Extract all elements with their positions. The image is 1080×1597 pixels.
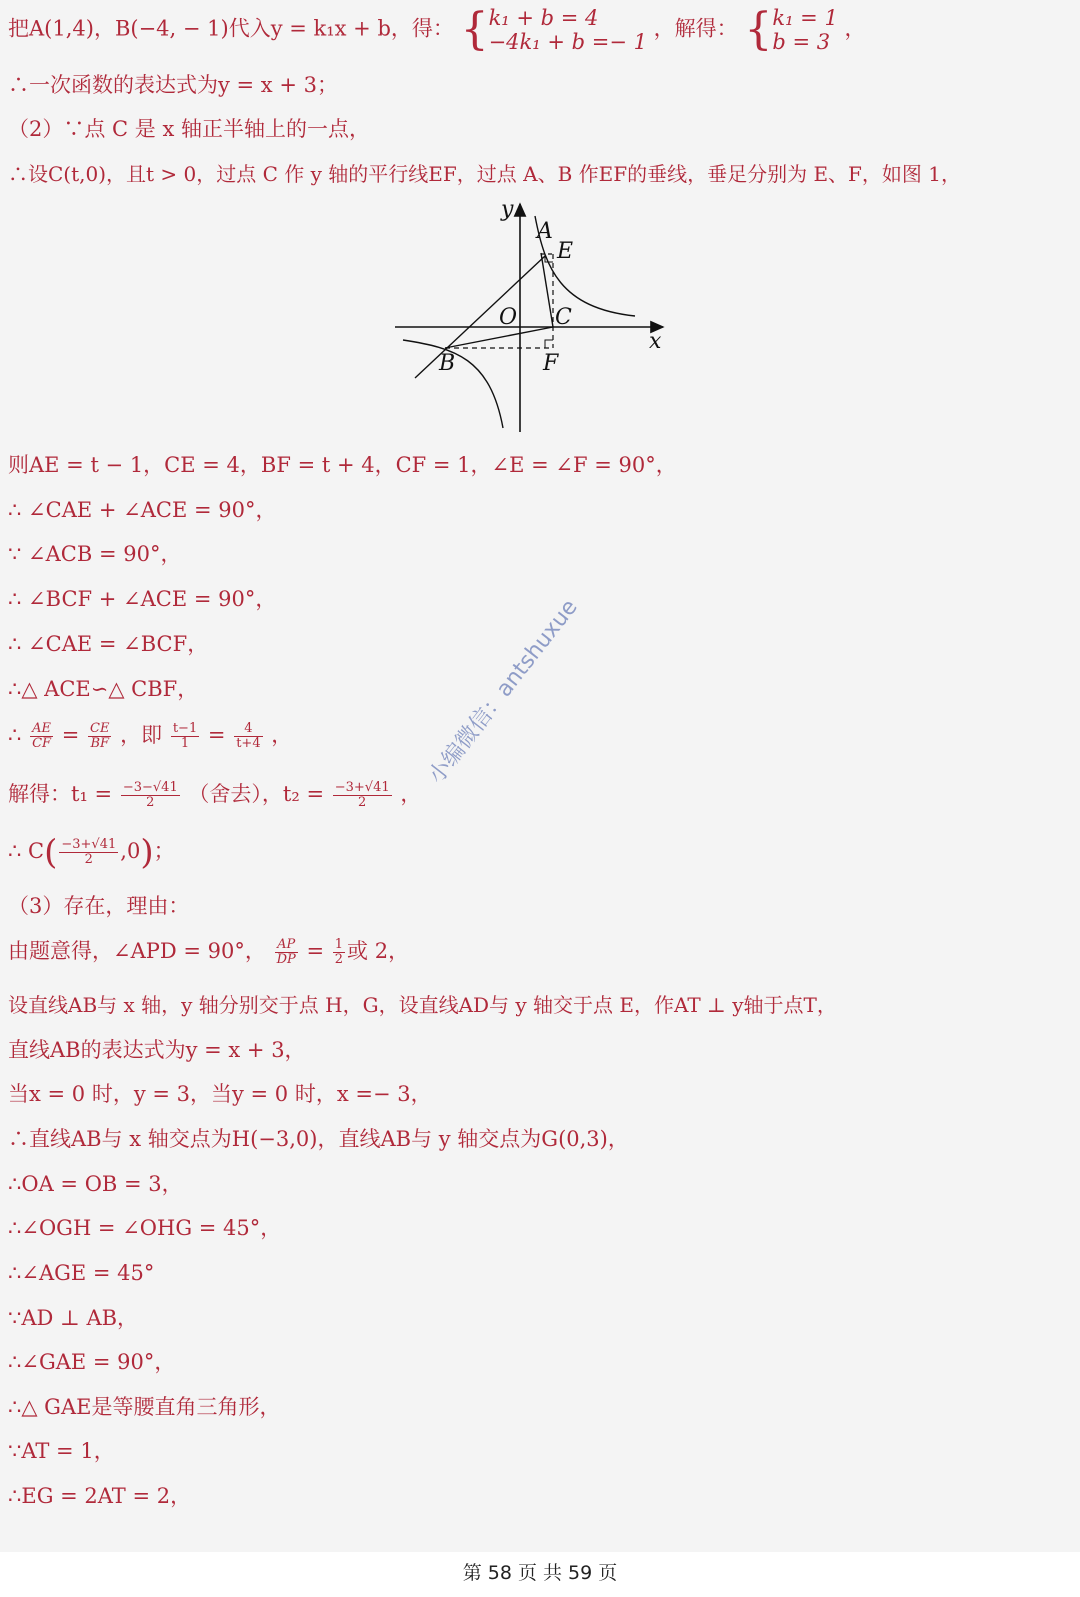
label-f: F	[543, 351, 559, 376]
line-ratio	[8, 722, 292, 751]
page-footer: 第 58 页 共 59 页	[462, 1562, 618, 1584]
punct: ，	[400, 782, 422, 806]
equals: =	[61, 723, 80, 747]
condition-text: 由题意得，∠APD = 90°，	[8, 939, 266, 963]
line-age: ∴∠AGE = 45°	[8, 1261, 155, 1285]
discard-t2: （舍去），t₂ =	[188, 782, 325, 806]
label-b: B	[439, 351, 456, 376]
equation-system: { k₁ + b = 4 −4k₁ + b =− 1	[460, 4, 647, 55]
line-ab-expression: 直线AB的表达式为y = x + 3，	[8, 1038, 306, 1062]
frac-t-1: $\frac{t-1}{1}$	[172, 721, 198, 751]
line-acb-right: ∵ ∠ACB = 90°，	[8, 542, 182, 566]
solution-1: k₁ = 1	[772, 6, 838, 30]
right-angle-f	[545, 340, 553, 348]
line-condition	[8, 938, 409, 967]
equation-2: −4k₁ + b =− 1	[488, 30, 647, 54]
figure-1-diagram	[395, 198, 675, 438]
equals: =	[306, 939, 325, 963]
segment-bc	[445, 327, 553, 348]
watermark: 小编微信：antshuxue	[423, 595, 583, 789]
frac-ce-bf: $\frac{CE}{BF}$	[90, 721, 110, 751]
solution-2: b = 3	[772, 30, 831, 54]
line-angle-sum-1: ∴ ∠CAE + ∠ACE = 90°，	[8, 498, 277, 522]
frac-t2: $\frac{-3+√41}{2}$	[334, 780, 390, 810]
line-point-c: ∴ C( $\frac{-3+√41}{2}$ ,0)；	[8, 832, 175, 873]
equation-1: k₁ + b = 4	[488, 6, 599, 30]
line-similar: ∴△ ACE∽△ CBF，	[8, 677, 199, 701]
punct: ，	[271, 723, 293, 747]
line-at: ∵AT = 1，	[8, 1439, 115, 1463]
line-oa-ob: ∴OA = OB = 3，	[8, 1172, 183, 1196]
label-e: E	[557, 239, 574, 264]
solve-t1: 解得：t₁ =	[8, 782, 113, 806]
label-y: y	[501, 198, 514, 222]
line-angle-sum-2: ∴ ∠BCF + ∠ACE = 90°，	[8, 587, 277, 611]
solve-text: ，解得：	[653, 16, 738, 41]
namely: ，即	[120, 723, 163, 747]
line-part2-heading: （2）∵点 C 是 x 轴正半轴上的一点，	[8, 117, 370, 141]
line-45-deg: ∴∠OGH = ∠OHG = 45°，	[8, 1216, 282, 1240]
label-a: A	[537, 219, 553, 244]
point-c-label: ∴ C	[8, 839, 45, 863]
frac-ap-dp: $\frac{AP}{DP}$	[276, 937, 296, 967]
point-c-y: ,0	[120, 839, 141, 863]
line-ab	[415, 256, 545, 378]
segment-ac	[541, 253, 553, 327]
frac-half: $\frac{1}{2}$	[334, 937, 344, 967]
label-o: O	[499, 305, 518, 330]
solution-system: { k₁ = 1 b = 3	[744, 4, 838, 55]
line-lengths: 则AE = t − 1，CE = 4，BF = t + 4，CF = 1，∠E = ∠F = 90°，	[8, 453, 677, 477]
line-part3-heading: （3）存在，理由：	[8, 894, 190, 918]
frac-t1: $\frac{-3-√41}{2}$	[122, 780, 178, 810]
label-x: x	[649, 329, 662, 354]
equals: =	[207, 723, 226, 747]
frac-4-t4: $\frac{4}{t+4}$	[236, 721, 261, 751]
line-setup: 设直线AB与 x 轴，y 轴分别交于点 H，G，设直线AD与 y 轴交于点 E，作AT ⊥ y轴于点T，	[8, 993, 837, 1017]
line-ad-perp: ∵AD ⊥ AB，	[8, 1306, 139, 1330]
line-intercepts: 当x = 0 时，y = 3，当y = 0 时，x =− 3，	[8, 1082, 432, 1106]
line-solutions	[8, 781, 421, 810]
line-construction: ∴设C(t,0)，且t > 0，过点 C 作 y 轴的平行线EF，过点 A、B 作EF的垂线，垂足分别为 E、F，如图 1，	[8, 162, 962, 186]
line-gae: ∴∠GAE = 90°，	[8, 1350, 176, 1374]
line-expression: ∴一次函数的表达式为y = x + 3；	[8, 73, 338, 97]
label-c: C	[555, 305, 572, 330]
or-two: 或 2，	[347, 939, 410, 963]
line-eg: ∴EG = 2AT = 2，	[8, 1484, 192, 1508]
line-substitution	[8, 6, 866, 54]
punct: ，	[844, 16, 866, 41]
line-isosceles: ∴△ GAE是等腰直角三角形，	[8, 1395, 281, 1419]
substitution-text: 把A(1,4)，B(−4, − 1)代入y = k₁x + b，得：	[8, 16, 454, 41]
line-angle-equal: ∴ ∠CAE = ∠BCF，	[8, 632, 209, 656]
punct: ；	[153, 839, 175, 863]
line-intersection-points: ∴直线AB与 x 轴交点为H(−3,0)，直线AB与 y 轴交点为G(0,3)，	[8, 1127, 629, 1151]
frac-ae-cf: $\frac{AE}{CF}$	[32, 721, 52, 751]
frac-c-x: $\frac{-3+√41}{2}$	[61, 837, 117, 867]
therefore: ∴	[8, 723, 22, 747]
